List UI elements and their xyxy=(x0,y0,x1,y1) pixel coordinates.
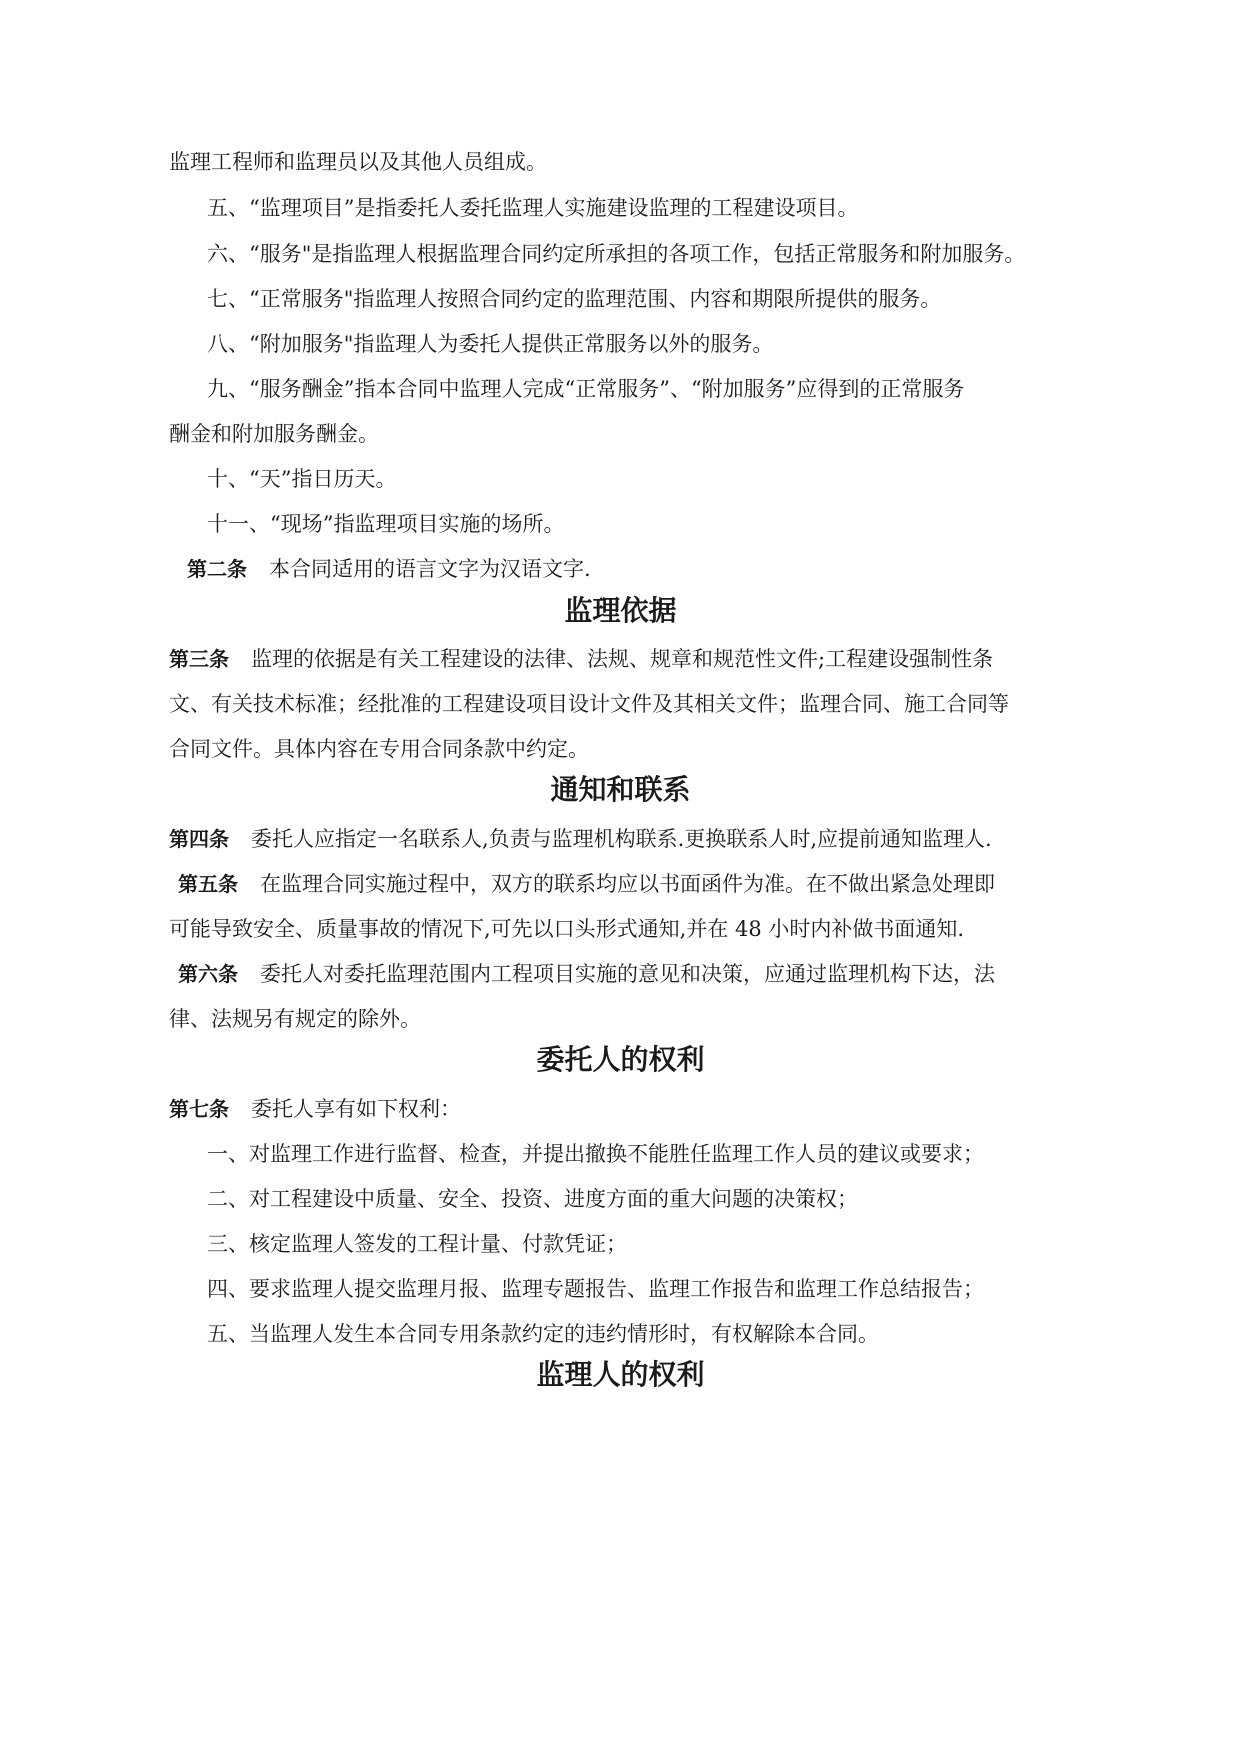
article-7 xyxy=(169,1095,461,1123)
article-5-text-1: 在监理合同实施过程中，双方的联系均应以书面函件为准。在不做出紧急处理即 xyxy=(260,872,995,896)
definition-11: 十一、“现场”指监理项目实施的场所。 xyxy=(207,512,565,536)
definition-7: 七、“正常服务"指监理人按照合同约定的监理范围、内容和期限所提供的服务。 xyxy=(207,287,942,311)
paragraph-continuation: 监理工程师和监理员以及其他人员组成。 xyxy=(169,150,547,174)
article-2 xyxy=(187,555,591,583)
article-2-label: 第二条 xyxy=(187,557,247,581)
definition-9-line-2: 酬金和附加服务酬金。 xyxy=(169,422,379,446)
article-5-label: 第五条 xyxy=(178,872,238,896)
article-6-line-2: 律、法规另有规定的除外。 xyxy=(169,1007,421,1031)
article-7-item-2: 二、对工程建设中质量、安全、投资、进度方面的重大问题的决策权； xyxy=(207,1187,858,1211)
article-6-label: 第六条 xyxy=(178,962,238,986)
definition-6: 六、“服务"是指监理人根据监理合同约定所承担的各项工作，包括正常服务和附加服务。 xyxy=(207,242,1026,266)
definition-10: 十、“天”指日历天。 xyxy=(207,467,397,491)
article-3-text-1: 监理的依据是有关工程建设的法律、法规、规章和规范性文件;工程建设强制性条 xyxy=(251,647,994,671)
definition-5: 五、“监理项目”是指委托人委托监理人实施建设监理的工程建设项目。 xyxy=(207,196,859,220)
article-3-line-3: 合同文件。具体内容在专用合同条款中约定。 xyxy=(169,737,589,761)
article-7-item-3: 三、核定监理人签发的工程计量、付款凭证； xyxy=(207,1232,627,1256)
section-heading-client-rights: 委托人的权利 xyxy=(536,1043,705,1076)
article-3-line-1 xyxy=(169,645,993,673)
article-4 xyxy=(169,825,992,853)
article-5-line-2: 可能导致安全、质量事故的情况下,可先以口头形式通知,并在 48 小时内补做书面通知. xyxy=(169,917,965,941)
article-2-text: 本合同适用的语言文字为汉语文字. xyxy=(269,557,591,581)
article-7-item-1: 一、对监理工作进行监督、检查，并提出撤换不能胜任监理工作人员的建议或要求； xyxy=(207,1142,984,1166)
definition-9-line-1: 九、“服务酬金”指本合同中监理人完成“正常服务”、“附加服务”应得到的正常服务 xyxy=(207,377,965,401)
article-5-line-1 xyxy=(178,870,995,898)
article-3-line-2: 文、有关技术标准；经批准的工程建设项目设计文件及其相关文件；监理合同、施工合同等 xyxy=(169,692,1009,716)
article-6-text-1: 委托人对委托监理范围内工程项目实施的意见和决策，应通过监理机构下达，法 xyxy=(260,962,995,986)
article-7-text: 委托人享有如下权利： xyxy=(251,1097,461,1121)
section-heading-notice: 通知和联系 xyxy=(550,773,691,806)
article-7-label: 第七条 xyxy=(169,1097,229,1121)
section-heading-basis: 监理依据 xyxy=(564,594,677,627)
article-7-item-5: 五、当监理人发生本合同专用条款约定的违约情形时，有权解除本合同。 xyxy=(207,1322,879,1346)
article-4-label: 第四条 xyxy=(169,827,229,851)
definition-8: 八、“附加服务"指监理人为委托人提供正常服务以外的服务。 xyxy=(207,332,774,356)
article-4-text: 委托人应指定一名联系人,负责与监理机构联系.更换联系人时,应提前通知监理人. xyxy=(251,827,992,851)
article-7-item-4: 四、要求监理人提交监理月报、监理专题报告、监理工作报告和监理工作总结报告； xyxy=(207,1277,984,1301)
article-3-label: 第三条 xyxy=(169,647,229,671)
section-heading-supervisor-rights: 监理人的权利 xyxy=(536,1358,705,1391)
article-6-line-1 xyxy=(178,960,995,988)
